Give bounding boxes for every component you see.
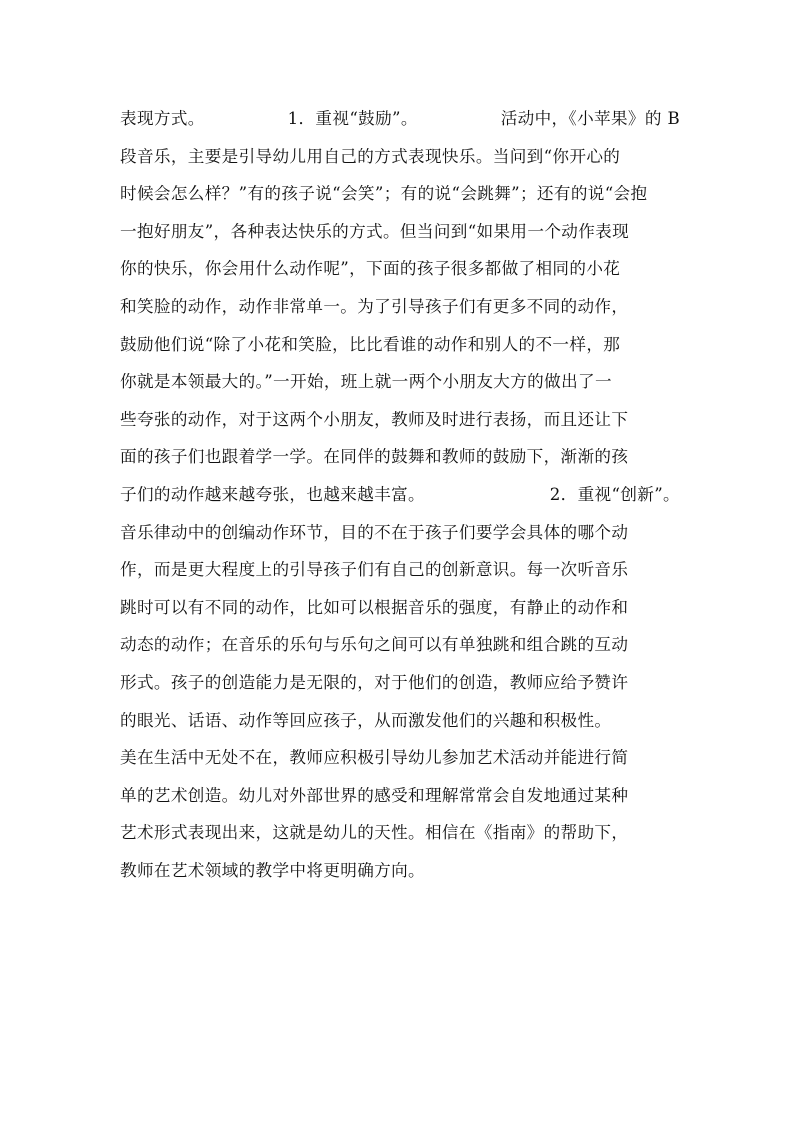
text-line-4	[120, 213, 680, 251]
line-19-text: 单的艺术创造。幼儿对外部世界的感受和理解常常会自发地通过某种	[120, 785, 629, 805]
line-14-text: 跳时可以有不同的动作，比如可以根据音乐的强度，有静止的动作和	[120, 597, 629, 617]
text-line-1	[120, 100, 680, 138]
line-16-text: 形式。孩子的创造能力是无限的，对于他们的创造，教师应给予赞许	[120, 672, 629, 692]
text-line-14	[120, 589, 680, 627]
text-line-18	[120, 739, 680, 777]
line-13-text: 作，而是更大程度上的引导孩子们有自己的创新意识。每一次听音乐	[120, 560, 629, 580]
line-20-text: 艺术形式表现出来，这就是幼儿的天性。相信在《指南》的帮助下，	[120, 823, 629, 843]
line-1-segment-3: 活动中，《小苹果》的 B	[500, 109, 680, 128]
text-line-10	[120, 438, 680, 476]
text-line-13	[120, 551, 680, 589]
line-6-text: 和笑脸的动作，动作非常单一。为了引导孩子们有更多不同的动作，	[120, 296, 629, 316]
text-line-8	[120, 363, 680, 401]
line-4-text: 一抱好朋友”，各种表达快乐的方式。但当问到“如果用一个动作表现	[120, 221, 630, 241]
line-15-text: 动态的动作；在音乐的乐句与乐句之间可以有单独跳和组合跳的互动	[120, 635, 629, 655]
text-line-20	[120, 814, 680, 852]
line-9-text: 些夸张的动作，对于这两个小朋友，教师及时进行表扬，而且还让下	[120, 409, 629, 429]
body-text	[120, 100, 680, 889]
line-12-text: 音乐律动中的创编动作环节，目的不在于孩子们要学会具体的哪个动	[120, 522, 629, 542]
line-11-segment-2: 2．重视“创新”。	[549, 484, 680, 504]
line-2-text: 段音乐，主要是引导幼儿用自己的方式表现快乐。当问到“你开心的	[120, 146, 621, 166]
text-line-5	[120, 250, 680, 288]
line-7-text: 鼓励他们说“除了小花和笑脸，比比看谁的动作和别人的不一样，那	[120, 334, 621, 354]
line-17-text: 的眼光、话语、动作等回应孩子，从而激发他们的兴趣和积极性。	[120, 710, 612, 730]
line-5-text: 你的快乐，你会用什么动作呢”，下面的孩子很多都做了相同的小花	[120, 259, 621, 279]
text-line-9	[120, 401, 680, 439]
line-10-text: 面的孩子们也跟着学一学。在同伴的鼓舞和教师的鼓励下，渐渐的孩	[120, 447, 629, 467]
line-3-text: 时候会怎么样？”有的孩子说“会笑”；有的说“会跳舞”；还有的说“会抱	[120, 184, 648, 204]
text-line-6	[120, 288, 680, 326]
line-1-segment-1: 表现方式。	[120, 109, 205, 128]
text-line-16	[120, 664, 680, 702]
line-1-segment-2: 1．重视“鼓励”。	[287, 109, 418, 128]
text-line-17	[120, 702, 680, 740]
text-line-12	[120, 514, 680, 552]
text-line-21	[120, 852, 680, 890]
line-18-text: 美在生活中无处不在，教师应积极引导幼儿参加艺术活动并能进行简	[120, 748, 629, 768]
line-11-segment-1: 子们的动作越来越夸张，也越来越丰富。	[120, 484, 425, 504]
text-line-15	[120, 626, 680, 664]
text-line-2	[120, 138, 680, 176]
text-line-19	[120, 777, 680, 815]
text-line-7	[120, 326, 680, 364]
line-8-text: 你就是本领最大的。”一开始，班上就一两个小朋友大方的做出了一	[120, 372, 612, 392]
line-21-text: 教师在艺术领域的教学中将更明确方向。	[120, 860, 425, 880]
text-line-3	[120, 175, 680, 213]
text-line-11	[120, 476, 680, 514]
